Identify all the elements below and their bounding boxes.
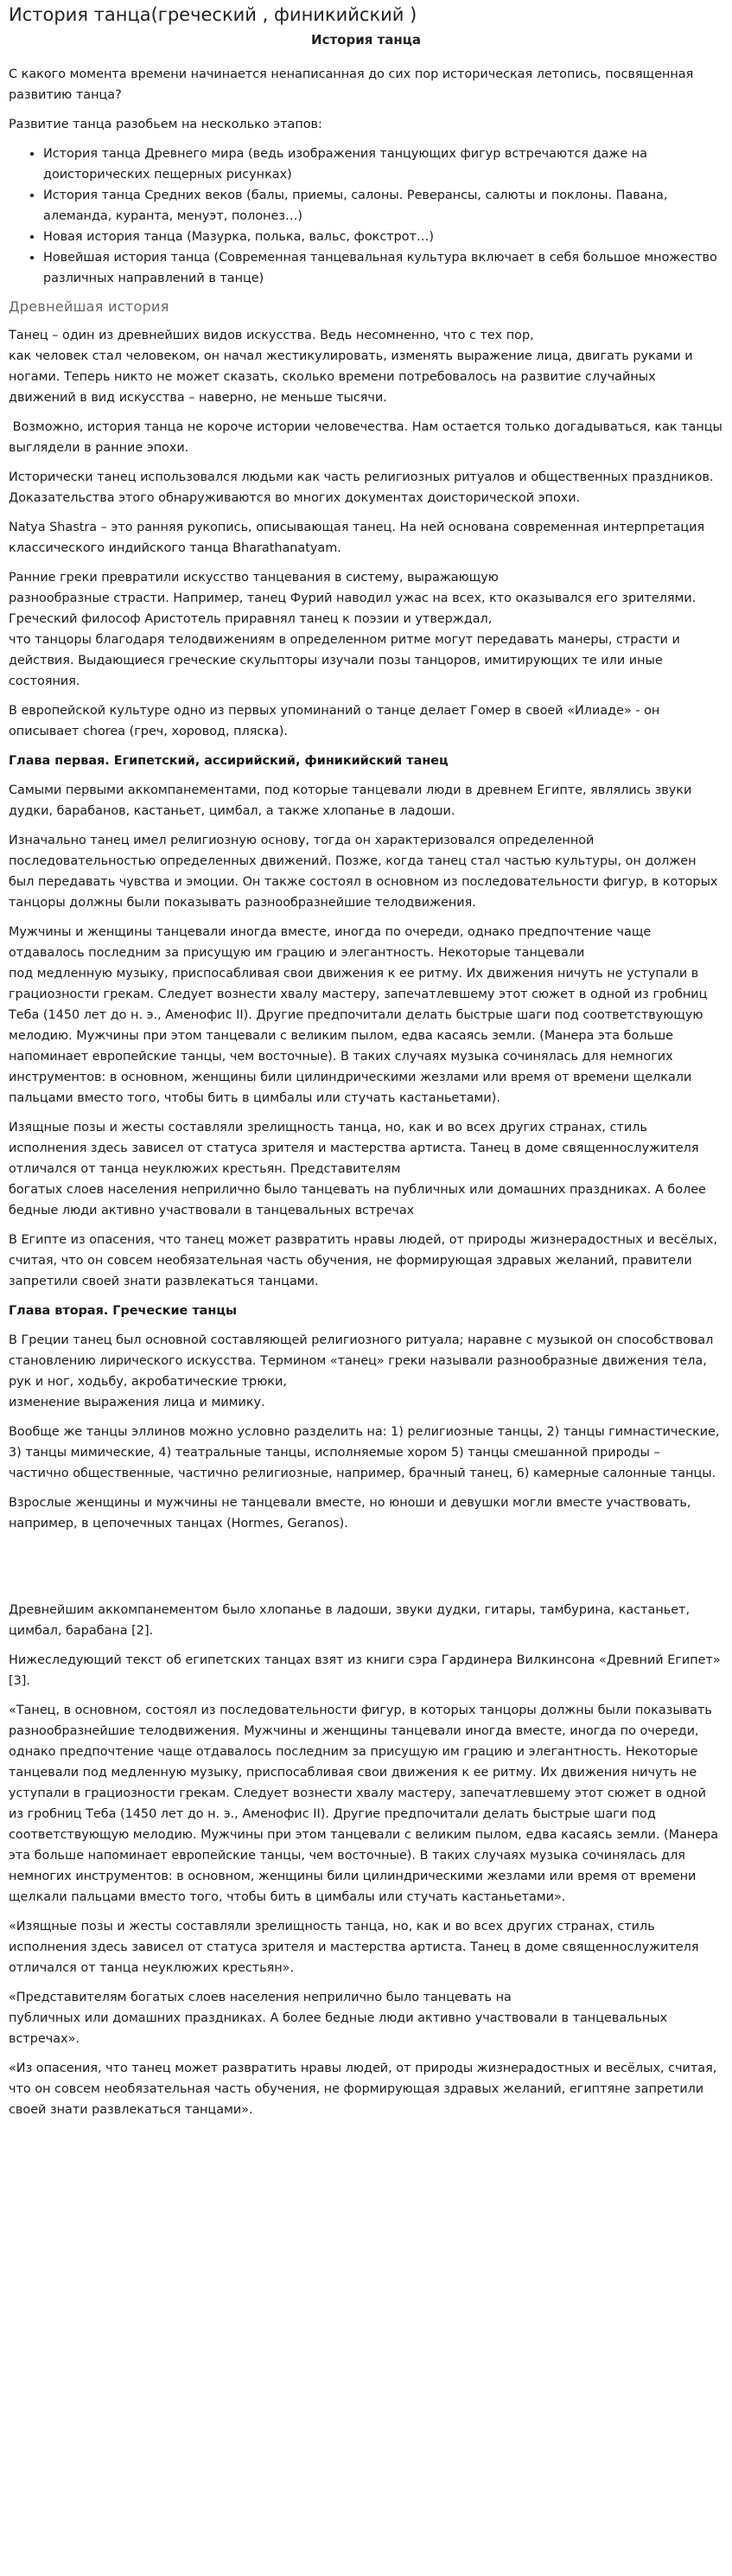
quote-paragraph-2: «Изящные позы и жесты составляли зрелищность танца, но, как и во всех других странах, стиль исполнения здесь зависел от статуса зрителя и мастерства артиста. Танец в доме священнослужителя отличался от танца неуклюжих крестьян». [9, 1920, 699, 1975]
quote-paragraph-3 [9, 1987, 723, 2049]
page-title: История танца(греческий , финикийский ) [9, 4, 417, 25]
paragraph-line: В Греции танец был основной составляющей религиозного ритуала; наравне с музыкой он способствовал становлению лирического искусства. Термином «танец» греки называли разнообразные движения тела, рук и ног, ходьбу, акробатические трюки, [9, 1333, 714, 1389]
list-item: • Новая история танца (Мазурка, полька, вальс, фокстрот…) [43, 227, 723, 247]
paragraph-ancient-4: Natya Shastra – это ранняя рукопись, описывающая танец. На ней основана современная интерпретация классического индийского танца Bharathanatyam. [9, 521, 705, 555]
paragraph-line: разнообразные страсти. Например, танец Фурий наводил ужас на всех, кто оказывался его зрителями. Греческий философ Аристотель приравнял танец к поэзии и утверждал, [9, 591, 697, 626]
paragraph-ch1-3 [9, 922, 723, 1109]
paragraph-line: публичных или домашних праздниках. А более бедные люди активно участвовали в танцевальных встречах». [9, 2011, 668, 2046]
paragraph-ch2-1 [9, 1330, 723, 1413]
paragraph-line: Изящные позы и жесты составляли зрелищность танца, но, как и во всех других странах, стиль исполнения здесь зависел от статуса зрителя и мастерства артиста. Танец в доме священнослужителя отличался от танца неуклюжих крестьян. Представителям [9, 1121, 699, 1176]
chapter-heading-2: Глава вторая. Греческие танцы [9, 1304, 238, 1318]
paragraph-line: богатых слоев населения неприлично было танцевать на публичных или домашних праздниках. А более бедные люди активно участвовали в танцевальных встречах [9, 1183, 706, 1218]
stages-list [9, 144, 723, 289]
paragraph-ch1-5: В Египте из опасения, что танец может развратить нравы людей, от природы жизнерадостных и весёлых, считая, что он совсем необязательная часть обучения, не формирующая здравых желаний, правители запретили своей знати развлекаться танцами. [9, 1233, 718, 1288]
paragraph-ch2-2: Вообще же танцы эллинов можно условно разделить на: 1) религиозные танцы, 2) танцы гимнастические, 3) танцы мимические, 4) театральные танцы, исполняемые хором 5) танцы смешанной природы – частично общественные, частично религиозные, например, брачный танец, 6) камерные салонные танцы. [9, 1425, 720, 1480]
paragraph-line: «Представителям богатых слоев населения неприлично было танцевать на [9, 1991, 512, 2004]
paragraph-line: как человек стал человеком, он начал жестикулировать, изменять выражение лица, двигать руками и ногами. Теперь никто не может сказать, сколько времени потребовалось на развитие случайных движений в вид искусства – наверно, не меньше тысячи. [9, 349, 693, 405]
paragraph-ch1-2: Изначально танец имел религиозную основу, тогда он характеризовался определенной последовательностью определенных движений. Позже, когда танец стал частью культуры, он должен был передавать чувства и эмоции. Он также состоял в основном из последовательности фигур, в которых танцоры должны были показывать разнообразнейшие телодвижения. [9, 834, 718, 910]
paragraph-line: Ранние греки превратили искусство танцевания в систему, выражающую [9, 571, 499, 585]
paragraph-accompaniment: Древнейшим аккомпанементом было хлопанье в ладоши, звуки дудки, гитары, тамбурина, кастаньет, цимбал, барабана [2]. [9, 1603, 691, 1638]
paragraph-line: Танец – один из древнейших видов искусства. Ведь несомненно, что с тех пор, [9, 329, 534, 342]
article-subtitle: История танца [311, 32, 421, 48]
paragraph-ancient-2: Возможно, история танца не короче истории человечества. Нам остается только догадываться, как танцы выглядели в ранние эпохи. [9, 420, 727, 455]
paragraph-ancient-6: В европейской культуре одно из первых упоминаний о танце делает Гомер в своей «Илиаде» - он описывает chorea (греч, хоровод, пляска). [9, 704, 660, 738]
list-item: • История танца Древнего мира (ведь изображения танцующих фигур встречаются даже на доисторических пещерных рисунках) [43, 144, 723, 185]
stages-intro: Развитие танца разобьем на несколько этапов: [9, 118, 322, 131]
paragraph-ancient-1 [9, 325, 723, 408]
list-item: • История танца Средних веков (балы, приемы, салоны. Реверансы, салюты и поклоны. Павана, алеманда, куранта, менуэт, полонез…) [43, 185, 723, 227]
paragraph-line: Мужчины и женщины танцевали иногда вместе, иногда по очереди, однако предпочтение чаще отдавалось последним за присущую им грацию и элегантность. Некоторые танцевали [9, 925, 652, 960]
paragraph-line: что танцоры благодаря телодвижениям в определенном ритме могут передавать манеры, страсти и действия. Выдающиеся греческие скульпторы изучали позы танцоров, имитирующих те или иные состояния. [9, 633, 680, 688]
quote-paragraph-4: «Из опасения, что танец может развратить нравы людей, от природы жизнерадостных и весёлых, считая, что он совсем необязательная часть обучения, не формирующая здравых желаний, египтяне запретили своей знати развлекаться танцами». [9, 2061, 717, 2117]
blank-space [9, 1543, 723, 1600]
section-heading-ancient: Древнейшая история [9, 298, 169, 315]
paragraph-ancient-5 [9, 567, 723, 692]
paragraph-source-intro: Нижеследующий текст об египетских танцах взят из книги сэра Гардинера Вилкинсона «Древний Египет» [3]. [9, 1653, 721, 1688]
intro-paragraph: С какого момента времени начинается ненаписанная до сих пор историческая летопись, посвященная развитию танца? [9, 67, 694, 102]
paragraph-ancient-3: Исторически танец использовался людьми как часть религиозных ритуалов и общественных праздников. Доказательства этого обнаруживаются во многих документах доисторической эпохи. [9, 470, 714, 505]
paragraph-line: под медленную музыку, приспосабливая свои движения к ее ритму. Их движения ничуть не уступали в грациозности грекам. Следует вознести хвалу мастеру, запечатлевшему этот сюжет в одной из гробниц Теба (1450 лет до н. э., Аменофис II). Другие предпочитали делать быстрые шаги под соответствующую мелодию. Мужчины при этом танцевали с великим пылом, едва касаясь земли. (Манера эта больше напоминает европейские танцы, чем восточные). В таких случаях музыка сочинялась для немногих инструментов: в основном, женщины били цилиндрическими жезлами или время от времени щелкали пальцами вместо того, чтобы бить в цимбалы или стучать кастаньетами). [9, 967, 708, 1105]
quote-paragraph-1: «Танец, в основном, состоял из последовательности фигур, в которых танцоры должны были показывать разнообразнейшие телодвижения. Мужчины и женщины танцевали иногда вместе, иногда по очереди, однако предпочтение чаще отдавалось последним за присущую им грацию и элегантность. Некоторые танцевали под медленную музыку, приспосабливая свои движения к ее ритму. Их движения ничуть не уступали в грациозности грекам. Следует вознести хвалу мастеру, запечатлевшему этот сюжет в одной из гробниц Теба (1450 лет до н. э., Аменофис II). Другие предпочитали делать быстрые шаги под соответствующую мелодию. Мужчины при этом танцевали с великим пылом, едва касаясь земли. (Манера эта больше напоминает европейские танцы, чем восточные). В таких случаях музыка сочинялась для немногих инструментов: в основном, женщины били цилиндрическими жезлами или время от времени щелкали пальцами вместо того, чтобы бить в цимбалы или стучать кастаньетами». [9, 1703, 719, 1904]
paragraph-ch1-1: Самыми первыми аккомпанементами, под которые танцевали люди в древнем Египте, являлись звуки дудки, барабанов, кастаньет, цимбал, а также хлопанье в ладоши. [9, 783, 692, 818]
paragraph-ch1-4 [9, 1117, 723, 1221]
paragraph-ch2-3: Взрослые женщины и мужчины не танцевали вместе, но юноши и девушки могли вместе участвовать, например, в цепочечных танцах (Hormes, Geranos). [9, 1496, 691, 1531]
list-item: • Новейшая история танца (Современная танцевальная культура включает в себя большое множество различных направлений в танце) [43, 247, 723, 289]
chapter-heading-1: Глава первая. Египетский, ассирийский, финикийский танец [9, 754, 449, 768]
paragraph-line: изменение выражения лица и мимику. [9, 1396, 265, 1409]
